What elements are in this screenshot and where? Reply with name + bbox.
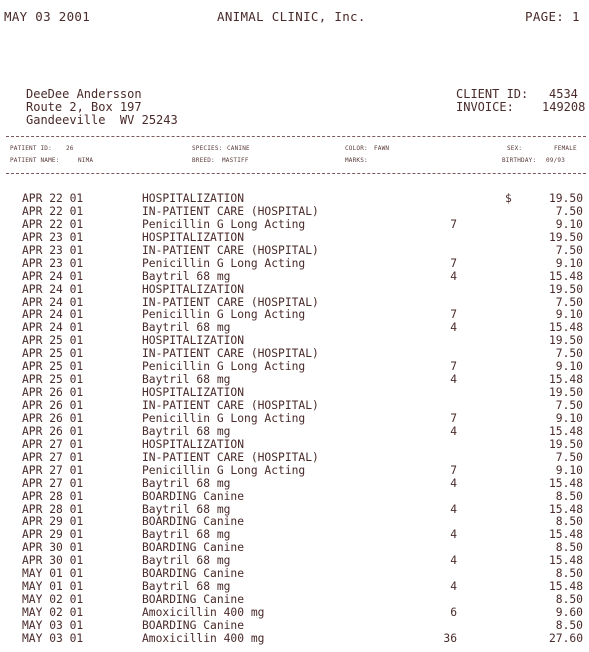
- line-item-amount: 8.50: [555, 618, 583, 632]
- birthday-label: BIRTHDAY:: [502, 157, 537, 164]
- line-item-date: APR 23 01: [22, 243, 84, 257]
- line-item-description: IN-PATIENT CARE (HOSPITAL): [142, 347, 319, 361]
- line-item-description: BOARDING Canine: [142, 515, 245, 529]
- line-item-amount: 7.50: [555, 347, 583, 361]
- line-item-description: HOSPITALIZATION: [142, 192, 245, 205]
- line-item-quantity: 6: [450, 606, 457, 619]
- line-item-description: Penicillin G Long Acting: [142, 411, 306, 425]
- clinic-name: ANIMAL CLINIC, Inc.: [217, 9, 366, 24]
- line-item-quantity: 7: [450, 308, 457, 322]
- line-item-row: [0, 452, 589, 465]
- line-item-date: APR 26 01: [22, 399, 84, 412]
- client-address-line2: Gandeeville WV 25243: [26, 113, 178, 127]
- line-item-row: [0, 322, 589, 335]
- line-item-amount: 8.50: [555, 567, 583, 581]
- line-item-amount: 15.48: [548, 321, 583, 335]
- line-item-amount: 7.50: [555, 204, 583, 218]
- line-item-description: BOARDING Canine: [142, 541, 245, 555]
- line-item-quantity: 4: [450, 580, 457, 594]
- line-item-row: [0, 219, 589, 232]
- invoice-label: INVOICE:: [456, 100, 514, 114]
- line-item-date: APR 26 01: [22, 424, 84, 438]
- line-item-date: APR 22 01: [22, 204, 84, 218]
- line-item-amount: 7.50: [555, 450, 583, 464]
- line-item-date: MAY 02 01: [22, 606, 84, 619]
- line-item-date: MAY 02 01: [22, 593, 84, 607]
- line-item-quantity: 7: [450, 256, 457, 270]
- line-item-date: APR 27 01: [22, 450, 84, 464]
- line-items-list: [0, 193, 589, 646]
- line-item-row: [0, 413, 589, 426]
- line-item-amount: 19.50: [548, 230, 583, 244]
- page-number: PAGE: 1: [525, 9, 580, 24]
- marks-label: MARKS:: [345, 157, 368, 164]
- line-item-quantity: 4: [450, 321, 457, 335]
- line-item-description: Baytril 68 mg: [142, 321, 231, 335]
- line-item-date: APR 25 01: [22, 373, 84, 387]
- line-item-row: [0, 309, 589, 322]
- line-item-description: HOSPITALIZATION: [142, 230, 245, 244]
- client-name: DeeDee Andersson: [26, 87, 142, 101]
- line-item-description: Baytril 68 mg: [142, 580, 231, 594]
- line-item-quantity: 4: [450, 373, 457, 387]
- line-item-date: APR 22 01: [22, 217, 84, 231]
- client-address-line1: Route 2, Box 197: [26, 100, 142, 114]
- line-item-quantity: 4: [450, 269, 457, 283]
- line-item-row: [0, 206, 589, 219]
- line-item-description: Penicillin G Long Acting: [142, 308, 306, 322]
- line-item-description: BOARDING Canine: [142, 489, 245, 503]
- line-item-quantity: 4: [450, 476, 457, 490]
- line-item-description: Baytril 68 mg: [142, 373, 231, 387]
- line-item-amount: 15.48: [548, 528, 583, 542]
- line-item-date: APR 27 01: [22, 476, 84, 490]
- line-item-quantity: 4: [450, 528, 457, 542]
- line-item-amount: 15.48: [548, 476, 583, 490]
- line-item-row: [0, 426, 589, 439]
- line-item-date: MAY 01 01: [22, 580, 84, 594]
- patient-name-label: PATIENT NAME:: [10, 157, 60, 164]
- line-item-date: APR 27 01: [22, 437, 84, 451]
- line-item-row: [0, 284, 589, 297]
- divider-bottom: [6, 173, 586, 174]
- line-item-description: HOSPITALIZATION: [142, 437, 245, 451]
- line-item-date: APR 27 01: [22, 463, 84, 477]
- birthday-value: 09/93: [546, 157, 566, 164]
- line-item-description: BOARDING Canine: [142, 567, 245, 581]
- line-item-amount: 8.50: [555, 515, 583, 529]
- line-item-date: APR 23 01: [22, 230, 84, 244]
- line-item-date: APR 24 01: [22, 282, 84, 296]
- line-item-row: [0, 491, 589, 504]
- line-item-description: Baytril 68 mg: [142, 424, 231, 438]
- line-item-date: APR 30 01: [22, 554, 84, 568]
- line-item-amount: 9.10: [555, 411, 583, 425]
- line-item-amount: 8.50: [555, 489, 583, 503]
- line-item-row: [0, 568, 589, 581]
- color-label: COLOR:: [345, 145, 368, 152]
- line-item-amount: 15.48: [548, 373, 583, 387]
- line-item-description: IN-PATIENT CARE (HOSPITAL): [142, 399, 319, 412]
- line-item-description: Baytril 68 mg: [142, 476, 231, 490]
- line-item-quantity: 4: [450, 424, 457, 438]
- line-item-description: Penicillin G Long Acting: [142, 360, 306, 374]
- line-item-description: BOARDING Canine: [142, 618, 245, 632]
- divider-top: [6, 136, 586, 137]
- line-item-amount: 9.10: [555, 463, 583, 477]
- line-item-amount: 9.10: [555, 256, 583, 270]
- line-item-description: HOSPITALIZATION: [142, 334, 245, 348]
- line-item-description: Baytril 68 mg: [142, 528, 231, 542]
- line-item-description: Penicillin G Long Acting: [142, 463, 306, 477]
- patient-id-label: PATIENT ID:: [10, 145, 52, 152]
- line-item-amount: 9.10: [555, 360, 583, 374]
- line-item-quantity: 7: [450, 411, 457, 425]
- line-item-date: APR 24 01: [22, 269, 84, 283]
- line-item-date: APR 24 01: [22, 295, 84, 309]
- species-value: CANINE: [227, 145, 250, 152]
- patient-name-value: NIMA: [78, 157, 94, 164]
- line-item-date: APR 23 01: [22, 256, 84, 270]
- line-item-date: APR 22 01: [22, 192, 84, 205]
- line-item-quantity: 7: [450, 463, 457, 477]
- line-item-date: APR 26 01: [22, 411, 84, 425]
- invoice-date: MAY 03 2001: [4, 9, 91, 24]
- line-item-date: MAY 03 01: [22, 631, 84, 645]
- line-item-row: [0, 594, 589, 607]
- line-item-row: [0, 529, 589, 542]
- line-item-row: [0, 361, 589, 374]
- line-item-description: HOSPITALIZATION: [142, 386, 245, 400]
- line-item-row: [0, 607, 589, 620]
- line-item-description: Amoxicillin 400 mg: [142, 631, 265, 645]
- line-item-row: [0, 439, 589, 452]
- line-item-description: Baytril 68 mg: [142, 554, 231, 568]
- line-item-amount: 15.48: [548, 502, 583, 516]
- line-item-date: MAY 01 01: [22, 567, 84, 581]
- line-item-date: APR 24 01: [22, 308, 84, 322]
- line-item-description: BOARDING Canine: [142, 593, 245, 607]
- line-item-amount: 15.48: [548, 269, 583, 283]
- line-item-amount: 15.48: [548, 580, 583, 594]
- line-item-row: [0, 581, 589, 594]
- line-item-amount: 15.48: [548, 554, 583, 568]
- sex-label: SEX:: [507, 145, 523, 152]
- line-item-row: [0, 478, 589, 491]
- line-item-description: Baytril 68 mg: [142, 269, 231, 283]
- line-item-currency: $: [505, 192, 512, 205]
- line-item-amount: 19.50: [548, 334, 583, 348]
- line-item-row: [0, 271, 589, 284]
- line-item-quantity: 36: [443, 631, 457, 645]
- line-item-amount: 8.50: [555, 593, 583, 607]
- line-item-description: HOSPITALIZATION: [142, 282, 245, 296]
- line-item-row: [0, 193, 589, 206]
- line-item-row: [0, 374, 589, 387]
- breed-value: MASTIFF: [222, 157, 249, 164]
- line-item-date: APR 30 01: [22, 541, 84, 555]
- line-item-amount: 7.50: [555, 399, 583, 412]
- line-item-description: Baytril 68 mg: [142, 502, 231, 516]
- line-item-date: APR 26 01: [22, 386, 84, 400]
- line-item-description: IN-PATIENT CARE (HOSPITAL): [142, 450, 319, 464]
- line-item-row: [0, 465, 589, 478]
- line-item-amount: 9.10: [555, 308, 583, 322]
- line-item-quantity: 7: [450, 217, 457, 231]
- line-item-date: APR 25 01: [22, 360, 84, 374]
- line-item-amount: 19.50: [548, 386, 583, 400]
- line-item-amount: 9.10: [555, 217, 583, 231]
- line-item-amount: 27.60: [548, 631, 583, 645]
- line-item-amount: 9.60: [555, 606, 583, 619]
- line-item-date: APR 24 01: [22, 321, 84, 335]
- line-item-row: [0, 633, 589, 646]
- line-item-row: [0, 400, 589, 413]
- color-value: FAWN: [374, 145, 390, 152]
- line-item-amount: 7.50: [555, 295, 583, 309]
- patient-id-value: 26: [66, 145, 74, 152]
- line-item-quantity: 4: [450, 502, 457, 516]
- line-item-row: [0, 620, 589, 633]
- line-item-row: [0, 245, 589, 258]
- line-item-description: Amoxicillin 400 mg: [142, 606, 265, 619]
- line-item-amount: 19.50: [548, 282, 583, 296]
- client-id-value: 4534: [549, 87, 578, 101]
- line-item-description: IN-PATIENT CARE (HOSPITAL): [142, 204, 319, 218]
- line-item-description: Penicillin G Long Acting: [142, 217, 306, 231]
- line-item-amount: 19.50: [548, 437, 583, 451]
- line-item-row: [0, 542, 589, 555]
- line-item-row: [0, 232, 589, 245]
- line-item-amount: 19.50: [548, 192, 583, 205]
- sex-value: FEMALE: [554, 145, 577, 152]
- client-id-label: CLIENT ID:: [456, 87, 529, 101]
- line-item-amount: 7.50: [555, 243, 583, 257]
- line-item-row: [0, 258, 589, 271]
- line-item-description: IN-PATIENT CARE (HOSPITAL): [142, 295, 319, 309]
- invoice-number: 149208: [542, 100, 586, 114]
- species-label: SPECIES:: [192, 145, 223, 152]
- line-item-row: [0, 555, 589, 568]
- line-item-row: [0, 504, 589, 517]
- line-item-row: [0, 516, 589, 529]
- line-item-quantity: 7: [450, 360, 457, 374]
- line-item-description: IN-PATIENT CARE (HOSPITAL): [142, 243, 319, 257]
- line-item-amount: 8.50: [555, 541, 583, 555]
- line-item-date: APR 29 01: [22, 515, 84, 529]
- line-item-date: APR 25 01: [22, 334, 84, 348]
- line-item-date: APR 28 01: [22, 502, 84, 516]
- line-item-amount: 15.48: [548, 424, 583, 438]
- line-item-date: APR 29 01: [22, 528, 84, 542]
- line-item-date: APR 25 01: [22, 347, 84, 361]
- line-item-quantity: 4: [450, 554, 457, 568]
- line-item-date: MAY 03 01: [22, 618, 84, 632]
- line-item-description: Penicillin G Long Acting: [142, 256, 306, 270]
- line-item-date: APR 28 01: [22, 489, 84, 503]
- breed-label: BREED:: [192, 157, 215, 164]
